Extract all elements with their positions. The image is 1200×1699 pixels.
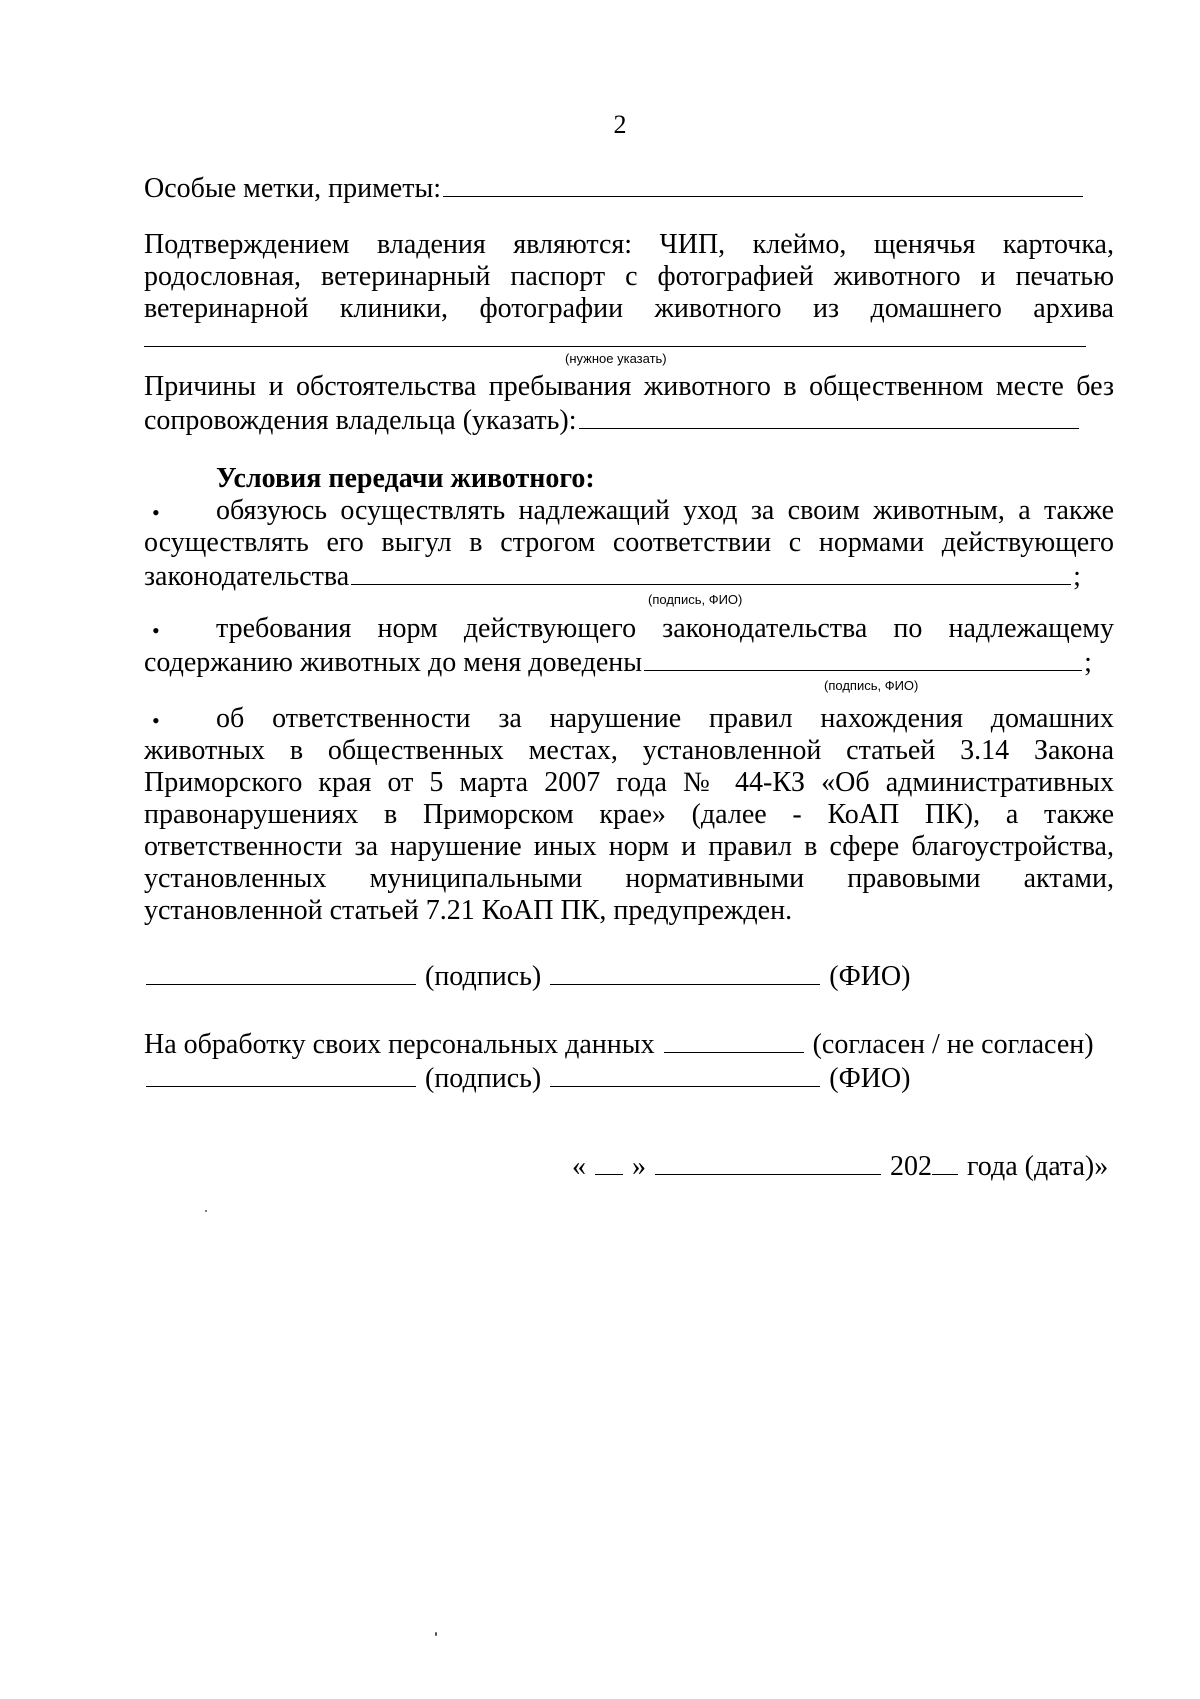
date-month-field[interactable] bbox=[655, 1148, 881, 1175]
bullet-1: • bbox=[152, 500, 160, 525]
reasons-field[interactable] bbox=[579, 402, 1079, 429]
conditions-heading: Условия передачи животного: bbox=[216, 463, 595, 494]
condition-1-line-3: законодательства bbox=[144, 561, 350, 592]
condition-2-caption: (подпись, ФИО) bbox=[824, 678, 919, 693]
condition-3-line-5: ответственности за нарушение иных норм и правил в сфере благоустройства, bbox=[144, 831, 1114, 862]
consent-signature-row bbox=[144, 1060, 910, 1095]
condition-1-line-1: обязуюсь осуществлять надлежащий уход за своим животным, а также bbox=[216, 495, 1114, 526]
page-number: 2 bbox=[613, 110, 627, 139]
date-day-field[interactable] bbox=[595, 1148, 623, 1175]
consent-field[interactable] bbox=[664, 1026, 804, 1053]
consent-choice: (согласен / не согласен) bbox=[812, 1029, 1094, 1060]
reasons-line-1: Причины и обстоятельства пребывания животного в общественном месте без bbox=[144, 371, 1114, 402]
signature-label: (подпись) bbox=[425, 961, 542, 992]
reasons-row-2 bbox=[144, 402, 1081, 437]
date-year-prefix: 202 bbox=[890, 1151, 932, 1182]
scan-speck bbox=[205, 1210, 207, 1212]
ownership-answer-line[interactable] bbox=[144, 346, 1086, 347]
condition-2-line-2: содержанию животных до меня доведены bbox=[144, 647, 643, 678]
condition-3-line-3: Приморского края от 5 марта 2007 года № 44-КЗ «Об административных bbox=[144, 767, 1114, 798]
condition-1-line-2: осуществлять его выгул в строгом соответствии с нормами действующего bbox=[144, 527, 1114, 558]
date-year-field[interactable] bbox=[932, 1148, 958, 1175]
condition-1-end: ; bbox=[1073, 561, 1081, 592]
special-marks-row bbox=[144, 170, 1085, 205]
bullet-3: • bbox=[152, 708, 160, 733]
condition-1-signature-field[interactable] bbox=[351, 558, 1071, 585]
condition-3-line-1: об ответственности за нарушение правил нахождения домашних bbox=[216, 703, 1114, 734]
condition-3-line-2: животных в общественных местах, установленной статьей 3.14 Закона bbox=[144, 735, 1114, 766]
signature-row bbox=[144, 958, 910, 993]
bullet-2: • bbox=[152, 618, 160, 643]
condition-1-caption: (подпись, ФИО) bbox=[648, 592, 743, 607]
special-marks-field[interactable] bbox=[443, 170, 1083, 197]
condition-2-line-1: требования норм действующего законодательства по надлежащему bbox=[216, 613, 1114, 644]
consent-text: На обработку своих персональных данных bbox=[144, 1029, 655, 1060]
condition-3-line-6: установленных муниципальными нормативными правовыми актами, bbox=[144, 863, 1114, 894]
condition-2-end: ; bbox=[1084, 647, 1092, 678]
date-close-quote: » bbox=[632, 1151, 646, 1182]
ownership-line-1: Подтверждением владения являются: ЧИП, клеймо, щенячья карточка, bbox=[144, 229, 1114, 260]
special-marks-label: Особые метки, приметы: bbox=[144, 173, 442, 204]
date-suffix: года (дата)» bbox=[967, 1151, 1109, 1182]
date-row bbox=[572, 1148, 1108, 1183]
condition-1-row-3 bbox=[144, 558, 1081, 593]
consent-name-field[interactable] bbox=[550, 1060, 820, 1087]
consent-name-label: (ФИО) bbox=[829, 1063, 911, 1094]
full-name-field[interactable] bbox=[550, 958, 820, 985]
condition-2-row-2 bbox=[144, 644, 1092, 679]
signature-field[interactable] bbox=[146, 958, 416, 985]
consent-signature-field[interactable] bbox=[146, 1060, 416, 1087]
consent-signature-label: (подпись) bbox=[425, 1063, 542, 1094]
reasons-line-2: сопровождения владельца (указать): bbox=[144, 405, 577, 436]
full-name-label: (ФИО) bbox=[829, 961, 911, 992]
ownership-line-3: ветеринарной клиники, фотографии животного из домашнего архива bbox=[144, 293, 1114, 324]
date-open-quote: « bbox=[572, 1151, 586, 1182]
scan-speck bbox=[435, 1632, 437, 1636]
condition-2-signature-field[interactable] bbox=[644, 644, 1082, 671]
condition-3-line-7: установленной статьей 7.21 КоАП ПК, предупрежден. bbox=[144, 895, 793, 926]
ownership-caption: (нужное указать) bbox=[565, 351, 667, 366]
consent-row bbox=[144, 1026, 1094, 1061]
ownership-line-2: родословная, ветеринарный паспорт с фотографией животного и печатью bbox=[144, 261, 1114, 292]
condition-3-line-4: правонарушениях в Приморском крае» (далее - КоАП ПК), а также bbox=[144, 799, 1114, 830]
